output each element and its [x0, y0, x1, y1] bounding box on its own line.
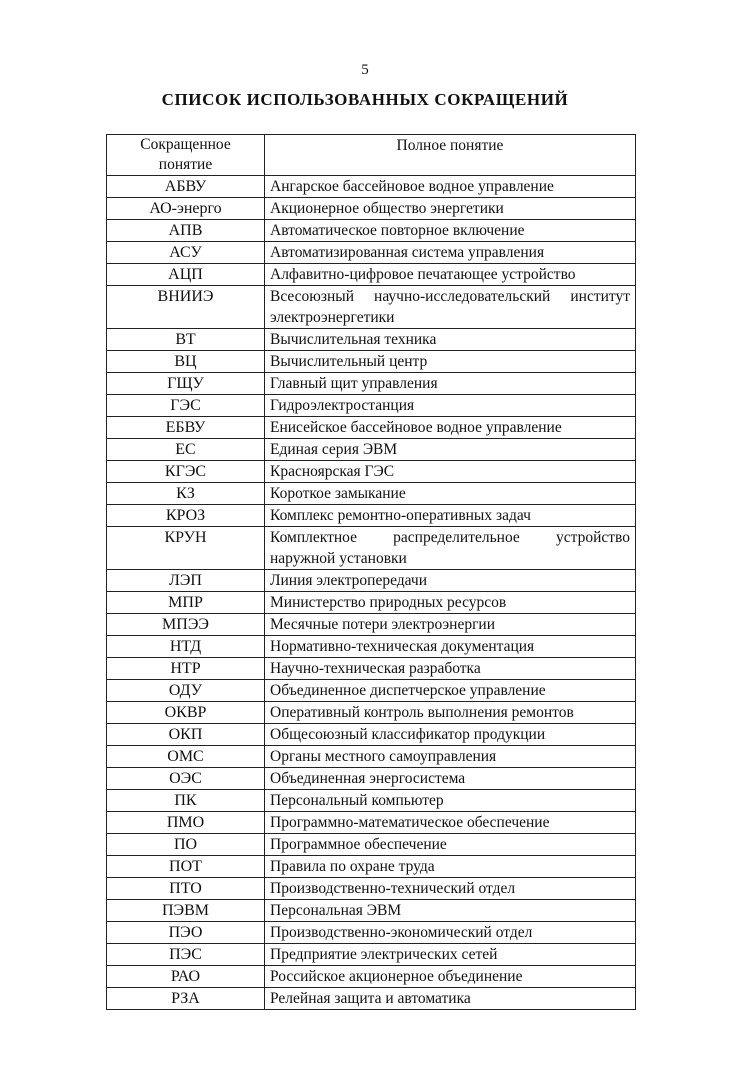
table-row	[107, 702, 636, 724]
table-row	[107, 176, 636, 198]
abbreviation-cell: АБВУ	[107, 176, 265, 198]
table-row	[107, 966, 636, 988]
full-term-cell: Автоматизированная система управления	[265, 242, 636, 264]
table-row	[107, 527, 636, 570]
abbreviation-cell: ЕС	[107, 439, 265, 461]
table-row	[107, 746, 636, 768]
table-row	[107, 439, 636, 461]
table-row	[107, 264, 636, 286]
table-row	[107, 680, 636, 702]
table-row	[107, 812, 636, 834]
abbreviation-cell: НТР	[107, 658, 265, 680]
abbreviation-cell: КРОЗ	[107, 505, 265, 527]
abbreviation-cell: НТД	[107, 636, 265, 658]
abbreviation-cell: КЗ	[107, 483, 265, 505]
abbreviations-table	[106, 134, 636, 1010]
table-row	[107, 878, 636, 900]
abbreviation-cell: ОКП	[107, 724, 265, 746]
full-term-cell: Персональная ЭВМ	[265, 900, 636, 922]
full-term-cell: Предприятие электрических сетей	[265, 944, 636, 966]
abbreviation-cell: РАО	[107, 966, 265, 988]
full-term-cell: Производственно-экономический отдел	[265, 922, 636, 944]
full-term-cell: Акционерное общество энергетики	[265, 198, 636, 220]
full-term-cell: Оперативный контроль выполнения ремонтов	[265, 702, 636, 724]
table-row	[107, 768, 636, 790]
full-term-cell: Гидроэлектростанция	[265, 395, 636, 417]
abbreviation-cell: ОКВР	[107, 702, 265, 724]
full-term-cell: Органы местного самоуправления	[265, 746, 636, 768]
abbreviation-cell: ГЩУ	[107, 373, 265, 395]
abbreviation-cell: ПМО	[107, 812, 265, 834]
table-row	[107, 483, 636, 505]
abbreviation-cell: МПЭЭ	[107, 614, 265, 636]
abbreviation-cell: ПО	[107, 834, 265, 856]
column-header-full: Полное понятие	[265, 135, 636, 176]
full-term-cell: Ангарское бассейновое водное управление	[265, 176, 636, 198]
full-term-cell: Общесоюзный классификатор продукции	[265, 724, 636, 746]
abbreviation-cell: КГЭС	[107, 461, 265, 483]
table-row	[107, 286, 636, 329]
full-term-cell: Алфавитно-цифровое печатающее устройство	[265, 264, 636, 286]
full-term-cell: Автоматическое повторное включение	[265, 220, 636, 242]
full-term-cell: Короткое замыкание	[265, 483, 636, 505]
table-row	[107, 900, 636, 922]
page-number: 5	[361, 62, 369, 78]
table-row	[107, 658, 636, 680]
abbreviation-cell: ПОТ	[107, 856, 265, 878]
table-row	[107, 461, 636, 483]
table-row	[107, 922, 636, 944]
full-term-cell: Объединенное диспетчерское управление	[265, 680, 636, 702]
abbreviation-cell: АПВ	[107, 220, 265, 242]
full-term-cell: Красноярская ГЭС	[265, 461, 636, 483]
abbreviation-cell: ВЦ	[107, 351, 265, 373]
table-row	[107, 373, 636, 395]
abbreviation-cell: ПЭС	[107, 944, 265, 966]
abbreviation-cell: АО-энерго	[107, 198, 265, 220]
abbreviation-cell: ПТО	[107, 878, 265, 900]
abbreviation-cell: ВТ	[107, 329, 265, 351]
table-row	[107, 242, 636, 264]
table-row	[107, 220, 636, 242]
table-row	[107, 505, 636, 527]
full-term-cell: Объединенная энергосистема	[265, 768, 636, 790]
table-row	[107, 790, 636, 812]
full-term-cell: Вычислительная техника	[265, 329, 636, 351]
table-row	[107, 198, 636, 220]
column-header-abbr: Сокращенное понятие	[107, 135, 265, 176]
abbreviation-cell: ВНИИЭ	[107, 286, 265, 329]
full-term-cell: Всесоюзный научно-исследовательский институт электроэнергетики	[265, 286, 636, 329]
abbreviation-cell: МПР	[107, 592, 265, 614]
table-row	[107, 636, 636, 658]
full-term-cell: Единая серия ЭВМ	[265, 439, 636, 461]
table-row	[107, 614, 636, 636]
full-term-cell: Правила по охране труда	[265, 856, 636, 878]
abbreviation-cell: ОМС	[107, 746, 265, 768]
full-term-cell: Комплектное распределительное устройство наружной установки	[265, 527, 636, 570]
table-row	[107, 834, 636, 856]
table-row	[107, 988, 636, 1010]
table-row	[107, 724, 636, 746]
table-header-row	[107, 135, 636, 176]
table-row	[107, 395, 636, 417]
full-term-cell: Главный щит управления	[265, 373, 636, 395]
full-term-cell: Комплекс ремонтно-оперативных задач	[265, 505, 636, 527]
table-row	[107, 351, 636, 373]
full-term-cell: Релейная защита и автоматика	[265, 988, 636, 1010]
full-term-cell: Программно-математическое обеспечение	[265, 812, 636, 834]
full-term-cell: Производственно-технический отдел	[265, 878, 636, 900]
table-row	[107, 417, 636, 439]
abbreviation-cell: АЦП	[107, 264, 265, 286]
full-term-cell: Персональный компьютер	[265, 790, 636, 812]
abbreviation-cell: ПЭВМ	[107, 900, 265, 922]
table-row	[107, 592, 636, 614]
abbreviation-cell: ОЭС	[107, 768, 265, 790]
abbreviation-cell: ПЭО	[107, 922, 265, 944]
full-term-cell: Месячные потери электроэнергии	[265, 614, 636, 636]
page-title: СПИСОК ИСПОЛЬЗОВАННЫХ СОКРАЩЕНИЙ	[161, 90, 569, 109]
abbreviation-cell: ГЭС	[107, 395, 265, 417]
full-term-cell: Программное обеспечение	[265, 834, 636, 856]
full-term-cell: Енисейское бассейновое водное управление	[265, 417, 636, 439]
full-term-cell: Вычислительный центр	[265, 351, 636, 373]
table-row	[107, 856, 636, 878]
full-term-cell: Министерство природных ресурсов	[265, 592, 636, 614]
table-row	[107, 570, 636, 592]
abbreviation-cell: АСУ	[107, 242, 265, 264]
table-row	[107, 329, 636, 351]
table-row	[107, 944, 636, 966]
abbreviation-cell: ЛЭП	[107, 570, 265, 592]
abbreviation-cell: ПК	[107, 790, 265, 812]
abbreviation-cell: ЕБВУ	[107, 417, 265, 439]
full-term-cell: Научно-техническая разработка	[265, 658, 636, 680]
abbreviation-cell: РЗА	[107, 988, 265, 1010]
full-term-cell: Нормативно-техническая документация	[265, 636, 636, 658]
full-term-cell: Линия электропередачи	[265, 570, 636, 592]
abbreviation-cell: ОДУ	[107, 680, 265, 702]
full-term-cell: Российское акционерное объединение	[265, 966, 636, 988]
abbreviation-cell: КРУН	[107, 527, 265, 570]
table-body	[107, 176, 636, 1010]
